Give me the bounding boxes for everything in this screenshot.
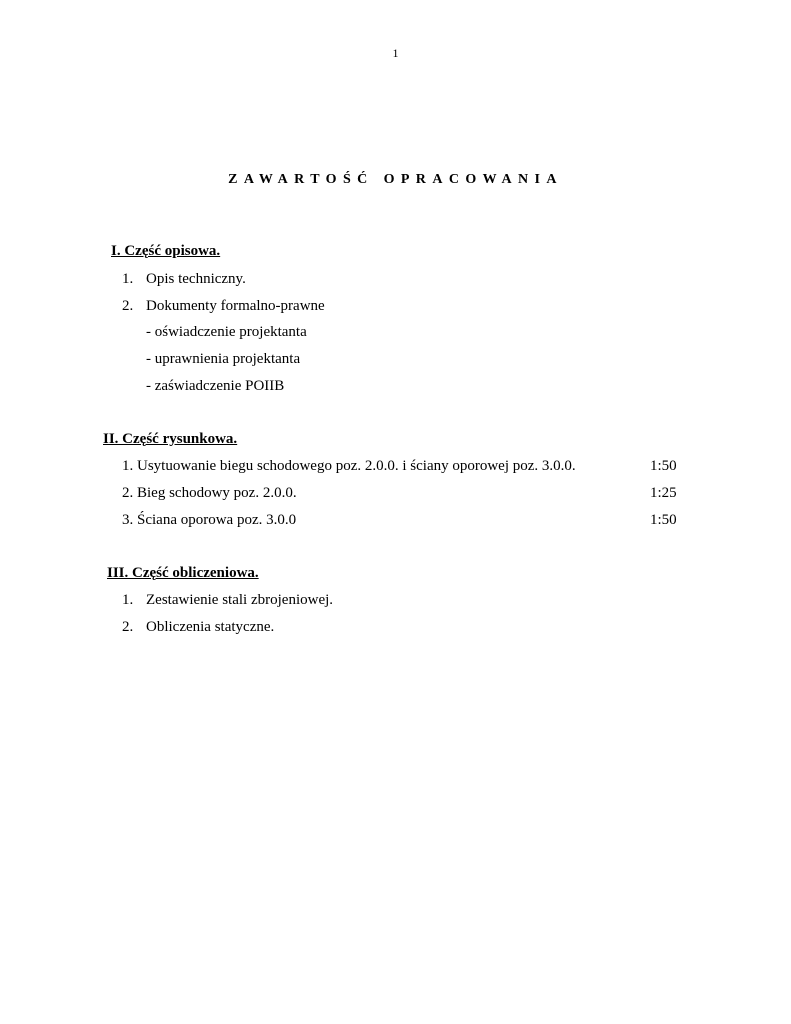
list-item-text: Dokumenty formalno-prawne xyxy=(146,298,325,314)
drawing-item-scale: 1:50 xyxy=(650,458,677,474)
sub-item: - uprawnienia projektanta xyxy=(146,351,301,367)
sub-item: - oświadczenie projektanta xyxy=(146,324,307,340)
list-item-number: 1. xyxy=(122,271,134,287)
drawing-item-text: 2. Bieg schodowy poz. 2.0.0. xyxy=(122,485,297,501)
document-title: ZAWARTOŚĆ OPRACOWANIA xyxy=(228,172,563,187)
list-item xyxy=(122,298,325,315)
list-item xyxy=(122,592,333,609)
list-item-number: 1. xyxy=(122,592,134,608)
drawing-item-scale: 1:50 xyxy=(650,512,677,528)
section-heading-rysunkowa: II. Część rysunkowa. xyxy=(103,431,238,447)
drawing-item-text: 1. Usytuowanie biegu schodowego poz. 2.0.0. i ściany oporowej poz. 3.0.0. xyxy=(122,458,576,474)
list-item-number: 2. xyxy=(122,298,134,314)
list-item xyxy=(122,271,246,288)
list-item-number: 2. xyxy=(122,619,134,635)
list-item-text: Obliczenia statyczne. xyxy=(146,619,275,635)
page-number: 1 xyxy=(392,46,399,60)
section-heading-opisowa: I. Część opisowa. xyxy=(111,243,221,259)
list-item xyxy=(122,619,274,636)
drawing-item-scale: 1:25 xyxy=(650,485,677,501)
list-item-text: Opis techniczny. xyxy=(146,271,246,287)
drawing-item-text: 3. Ściana oporowa poz. 3.0.0 xyxy=(122,512,297,528)
list-item-text: Zestawienie stali zbrojeniowej. xyxy=(146,592,334,608)
sub-item: - zaświadczenie POIIB xyxy=(146,378,285,394)
section-heading-obliczeniowa: III. Część obliczeniowa. xyxy=(107,565,259,581)
